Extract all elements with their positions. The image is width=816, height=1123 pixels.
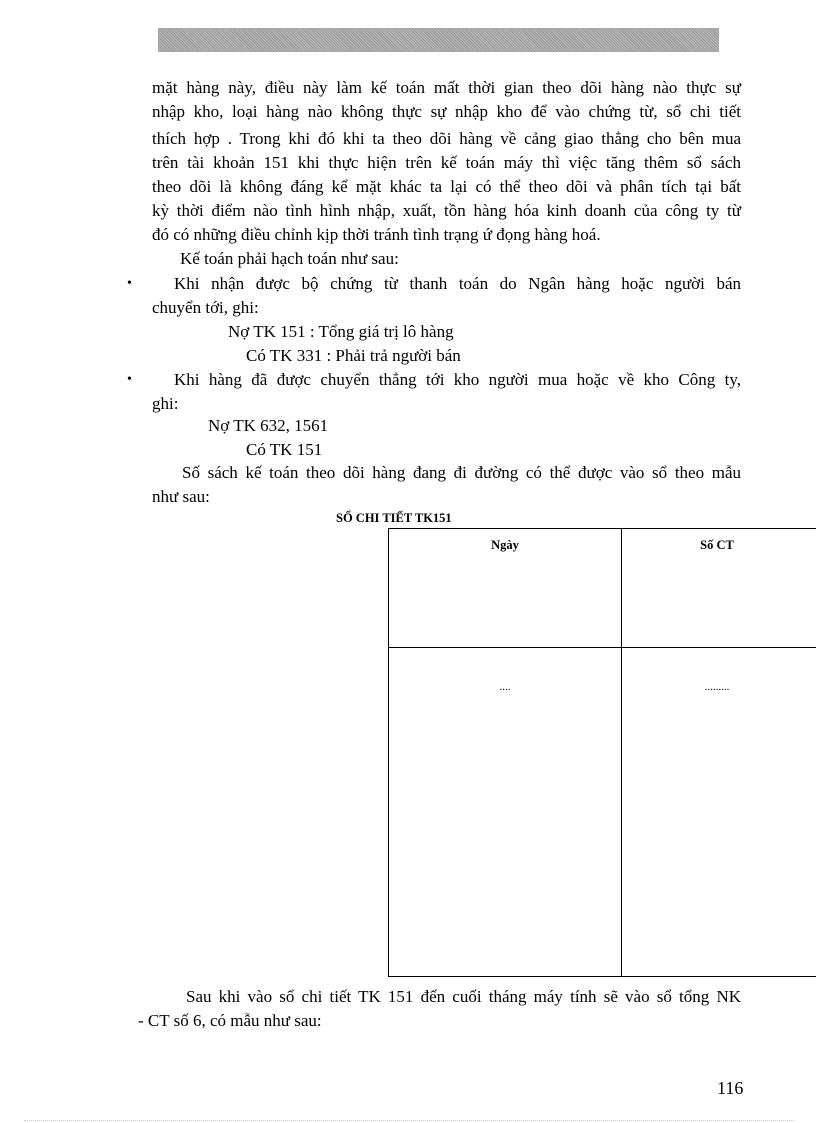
bullet2-line2: ghi: bbox=[152, 394, 179, 413]
page-number: 116 bbox=[717, 1078, 744, 1098]
para1-line3: thích hợp . Trong khi đó khi ta theo dõi hàng về cảng giao thẳng cho bên mua bbox=[152, 129, 741, 148]
bullet1-line1: Khi nhận được bộ chứng từ thanh toán do Ngân hàng hoặc người bán bbox=[174, 274, 741, 293]
bullet2-credit: Có TK 151 bbox=[246, 440, 323, 459]
ledger-cell-doc: ......... bbox=[704, 681, 730, 693]
ledger-header-date: Ngày bbox=[491, 538, 519, 552]
ledger-col-divider bbox=[621, 528, 622, 976]
para1-line6: kỳ thời điểm nào tình hình nhập, xuất, tồn hàng hóa kinh doanh của công ty từ bbox=[152, 201, 741, 220]
intro-line: Kế toán phải hạch toán như sau: bbox=[180, 249, 399, 268]
ledger-row-divider bbox=[388, 647, 816, 648]
ledger-title: SỔ CHI TIẾT TK151 bbox=[336, 511, 452, 525]
bullet-1-icon: • bbox=[127, 276, 132, 291]
bullet1-debit: Nợ TK 151 : Tổng giá trị lô hàng bbox=[228, 322, 454, 341]
ledger-header-doc: Số CT bbox=[700, 538, 734, 552]
para2-line2: như sau: bbox=[152, 487, 210, 506]
bullet1-line2: chuyển tới, ghi: bbox=[152, 298, 259, 317]
para2-line1: Số sách kế toán theo dõi hàng đang đi đường có thể được vào sổ theo mẫu bbox=[182, 463, 741, 482]
para1-line5: theo dõi là không đáng kể mặt khác ta lại có thể theo dõi và phân tích tại bất bbox=[152, 177, 741, 196]
footer-dotted-line bbox=[24, 1120, 794, 1122]
para3-line1: Sau khi vào sổ chi tiết TK 151 đến cuối tháng máy tính sẽ vào sổ tổng NK bbox=[186, 987, 741, 1006]
para3-line2: - CT số 6, có mẫu như sau: bbox=[138, 1011, 322, 1030]
bullet-2-icon: • bbox=[127, 372, 132, 387]
bullet2-line1: Khi hàng đã được chuyển thẳng tới kho người mua hoặc về kho Công ty, bbox=[174, 370, 741, 389]
bullet2-debit: Nợ TK 632, 1561 bbox=[208, 416, 329, 435]
header-bar bbox=[158, 28, 719, 52]
para1-line1: mặt hàng này, điều này làm kế toán mất thời gian theo dõi hàng nào thực sự bbox=[152, 78, 741, 97]
ledger-cell-date: .... bbox=[499, 681, 511, 693]
ledger-table bbox=[388, 528, 816, 977]
bullet1-credit: Có TK 331 : Phải trả người bán bbox=[246, 346, 461, 365]
para1-line4: trên tài khoản 151 khi thực hiện trên kế toán máy thì việc tăng thêm sổ sách bbox=[152, 153, 741, 172]
para1-line2: nhập kho, loại hàng nào không thực sự nhập kho để vào chứng từ, sổ chi tiết bbox=[152, 102, 741, 121]
para1-line7: đó có những điều chỉnh kịp thời tránh tình trạng ứ đọng hàng hoá. bbox=[152, 225, 601, 244]
